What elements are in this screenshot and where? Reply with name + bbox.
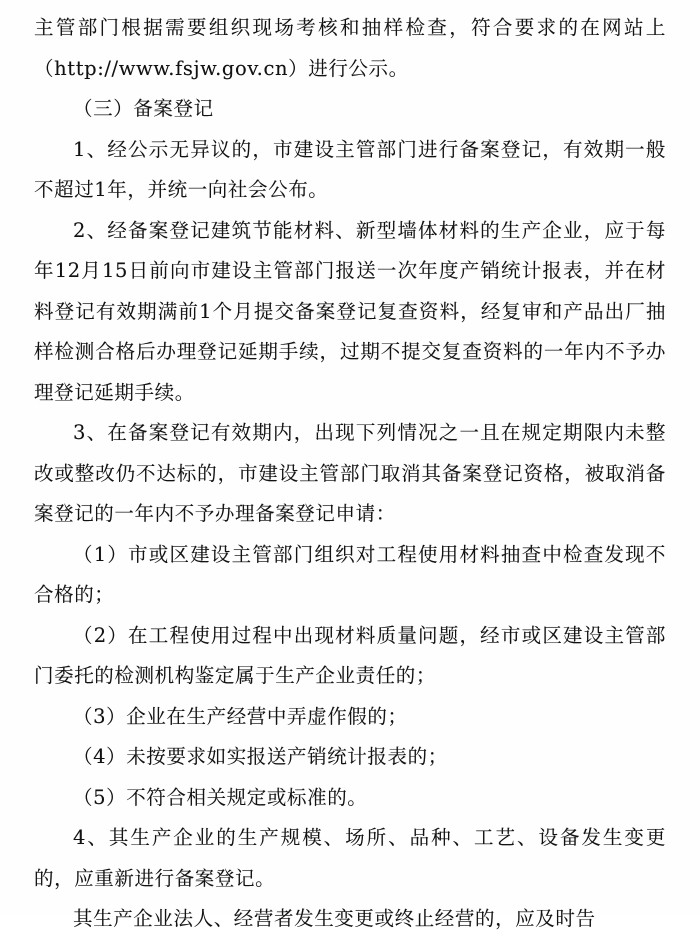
paragraph-item-4-continued: [34, 899, 666, 940]
paragraph-subitem-3: [34, 697, 666, 738]
paragraph-item-2-text: 2、经备案登记建筑节能材料、新型墙体材料的生产企业，应于每年12月15日前向市建设主管部门报送一次年度产销统计报表，并在材料登记有效期满前1个月提交备案登记复查资料，经复审和产品出厂抽样检测合格后办理登记延期手续，过期不提交复查资料的一年内不予办理登记延期手续。: [34, 218, 666, 404]
paragraph-item-2: [34, 211, 666, 414]
paragraph-item-3-text: 3、在备案登记有效期内，出现下列情况之一且在规定期限内未整改或整改仍不达标的，市建设主管部门取消其备案登记资格，被取消备案登记的一年内不予办理备案登记申请：: [34, 421, 666, 525]
paragraph-section-heading-filing-registration: [34, 89, 666, 130]
paragraph-item-1: [34, 130, 666, 211]
paragraph-item-4-text: 4、其生产企业的生产规模、场所、品种、工艺、设备发生变更的，应重新进行备案登记。: [34, 826, 666, 890]
paragraph-subitem-4: [34, 737, 666, 778]
paragraph-subitem-2: [34, 616, 666, 697]
paragraph-subitem-5-text: （5）不符合相关规定或标准的。: [73, 785, 368, 809]
document-body: [34, 8, 666, 940]
paragraph-subitem-3-text: （3）企业在生产经营中弄虚作假的；: [73, 704, 408, 728]
paragraph-public-notice-text: 主管部门根据需要组织现场考核和抽样检查，符合要求的在网站上（http://www.fsjw.gov.cn）进行公示。: [34, 16, 666, 80]
paragraph-public-notice: [34, 8, 666, 89]
paragraph-subitem-1-text: （1）市或区建设主管部门组织对工程使用材料抽查中检查发现不合格的；: [34, 542, 666, 606]
paragraph-subitem-2-text: （2）在工程使用过程中出现材料质量问题，经市或区建设主管部门委托的检测机构鉴定属于生产企业责任的；: [34, 623, 666, 687]
paragraph-subitem-5: [34, 778, 666, 819]
paragraph-item-4-continued-text: 其生产企业法人、经营者发生变更或终止经营的，应及时告: [73, 907, 596, 930]
paragraph-item-3: [34, 413, 666, 535]
paragraph-item-1-text: 1、经公示无异议的，市建设主管部门进行备案登记，有效期一般不超过1年，并统一向社会公布。: [34, 137, 666, 201]
paragraph-item-4: [34, 818, 666, 899]
paragraph-subitem-4-text: （4）未按要求如实报送产销统计报表的；: [73, 745, 448, 768]
paragraph-subitem-1: [34, 535, 666, 616]
paragraph-section-heading-text: （三）备案登记: [73, 97, 214, 120]
